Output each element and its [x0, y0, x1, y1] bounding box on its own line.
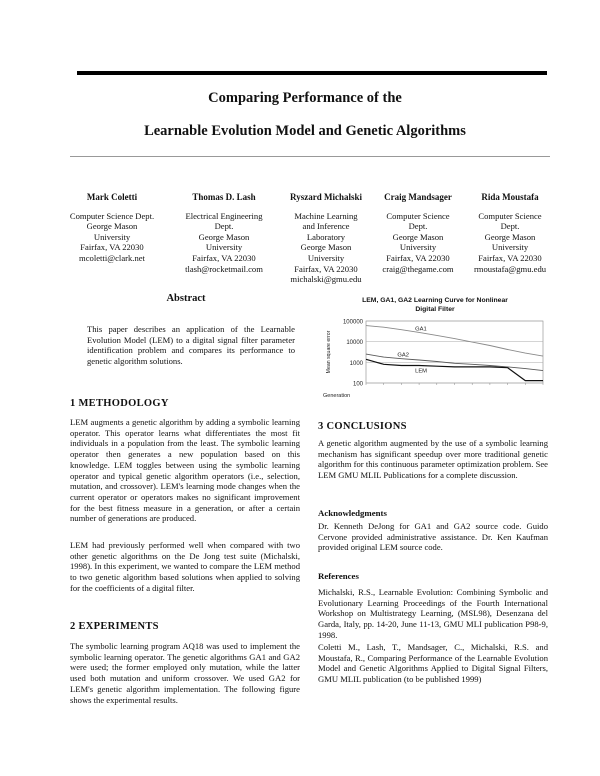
y-axis-label: Mean square error [326, 330, 332, 374]
series-label-ga2: GA2 [397, 352, 410, 359]
author-affiliation-line: tlash@rocketmail.com [185, 263, 263, 274]
author-name: Mark Coletti [86, 192, 138, 202]
author-affiliation-line: George Mason [198, 231, 250, 242]
author-affiliation-line: Fairfax, VA 22030 [192, 252, 256, 263]
references-heading: References [318, 571, 359, 581]
title-divider [70, 156, 550, 157]
author-affiliation-line: Fairfax, VA 22030 [80, 242, 144, 253]
acknowledgments-text: Dr. Kenneth DeJong for GA1 and GA2 source code. Guido Cervone provided administrative assistance. Dr. Ken Kaufman provided original LEM source code. [318, 521, 548, 553]
y-tick-label: 10000 [346, 340, 363, 347]
y-tick-label: 1000 [349, 360, 363, 367]
reference-item: Michalski, R.S., Learnable Evolution: Combining Symbolic and Evolutionary Learning Proceedings of the Fourth International Workshop on Multistrategy Learning, (MSL98), Desenzana del Garda, Italy, pp. 14-20, June 11-13, GMU MLI publication P98-9, 1998. [318, 587, 548, 640]
abstract-text: This paper describes an application of the Learnable Evolution Model (LEM) to a digital signal filter parameter identification problem and compares its performance to genetic algorithm solutions. [87, 324, 295, 367]
author-affiliation-line: Fairfax, VA 22030 [478, 252, 542, 263]
learning-curve-chart [318, 315, 550, 401]
author-affiliation-line: Dept. [214, 221, 234, 232]
series-label-ga1: GA1 [415, 326, 427, 333]
author-affiliation-line: rmoustafa@gmu.edu [473, 263, 547, 274]
author-affiliation-line: craig@thegame.com [382, 263, 454, 274]
author-affiliation-line: George Mason [484, 231, 536, 242]
author-block [366, 192, 470, 274]
paper-title-line-1: Comparing Performance of the [208, 90, 402, 106]
author-affiliation-line: University [491, 242, 529, 253]
author-affiliation-line: University [307, 252, 345, 263]
author-affiliation-line: Dept. [500, 221, 520, 232]
section-1-paragraph-2: LEM had previously performed well when compared with two other genetic algorithms on the De Jong test suite (Michalski, 1998). In this experiment, we wanted to compare the LEM method to two genetic algorithm based solutions when applied to solving for the coefficients of a digital filter. [70, 540, 300, 593]
top-rule [77, 71, 547, 75]
author-block [60, 192, 164, 264]
series-line-ga1 [366, 326, 543, 357]
y-tick-label: 100 [352, 381, 363, 388]
acknowledgments-heading: Acknowledgments [318, 508, 387, 518]
author-affiliation-line: Electrical Engineering [185, 210, 263, 221]
author-affiliation-line: Computer Science Dept. [69, 210, 155, 221]
author-affiliation-line: George Mason [392, 231, 444, 242]
reference-item: Coletti M., Lash, T., Mandsager, C., Michalski, R.S. and Moustafa, R., Comparing Performance of the Learnable Evolution Model and Genetic Algorithms Applied to Digital Signal Filters, GMU MLIL publication (to be published 1999) [318, 642, 548, 685]
author-name: Ryszard Michalski [290, 192, 362, 202]
paper-title-line-2: Learnable Evolution Model and Genetic Algorithms [144, 123, 466, 139]
author-affiliation-line: Dept. [408, 221, 428, 232]
author-affiliation-line: University [93, 231, 131, 242]
section-3-heading: 3 CONCLUSIONS [318, 421, 407, 432]
author-affiliation-line: mcoletti@clark.net [79, 252, 145, 263]
author-affiliation-line: Fairfax, VA 22030 [386, 252, 450, 263]
y-tick-label: 100000 [342, 319, 363, 326]
author-affiliation-line: Fairfax, VA 22030 [294, 263, 358, 274]
author-block [172, 192, 276, 274]
series-label-lem: LEM [415, 368, 428, 375]
author-affiliation-line: Computer Science [386, 210, 450, 221]
author-name: Craig Mandsager [384, 192, 452, 202]
author-affiliation-line: Machine Learning [294, 210, 358, 221]
author-affiliation-line: University [205, 242, 243, 253]
author-block [458, 192, 562, 274]
section-3-paragraph-1: A genetic algorithm augmented by the use of a symbolic learning mechanism has significant speedup over more traditional genetic algorithm for this continuous parameter optimization problem. See LEM GMU MLIL Publications for a complete discussion. [318, 438, 548, 481]
author-name: Rida Moustafa [481, 192, 539, 202]
author-block [274, 192, 378, 285]
author-affiliation-line: Computer Science [478, 210, 542, 221]
section-1-heading: 1 METHODOLOGY [70, 398, 169, 409]
author-affiliation-line: and Inference [302, 221, 350, 232]
author-affiliation-line: University [399, 242, 437, 253]
author-affiliation-line: michalski@gmu.edu [290, 274, 362, 285]
author-affiliation-line: Laboratory [306, 231, 346, 242]
abstract-heading: Abstract [166, 293, 206, 304]
section-2-paragraph-1: The symbolic learning program AQ18 was used to implement the symbolic learning operator. The genetic algorithms GA1 and GA2 were used; the former employed only mutation, while the latter used both mutation and uniform crossover. We used GA2 for LEM's genetic algorithm implementation. The following figure shows the experimental results. [70, 641, 300, 705]
x-axis-label: Generation [323, 393, 351, 399]
author-affiliation-line: George Mason [300, 242, 352, 253]
section-1-paragraph-1: LEM augments a genetic algorithm by adding a symbolic learning operator. This operator learns what differentiates the most fit individuals in a population from the least. The symbolic learning operator then generates a new population based on this knowledge. LEM toggles between using the symbolic learning operator and typical genetic algorithm operators (i.e., selection, mutation, and crossover). LEM's learning mode changes when the current operator or operators makes no significant improvement for the best fitness measure in a generation, or after a certain number of generations are produced. [70, 417, 300, 524]
author-name: Thomas D. Lash [192, 192, 256, 202]
section-2-heading: 2 EXPERIMENTS [70, 621, 159, 632]
author-affiliation-line: George Mason [86, 221, 138, 232]
chart-title: LEM, GA1, GA2 Learning Curve for Nonlinear Digital Filter [362, 297, 508, 313]
